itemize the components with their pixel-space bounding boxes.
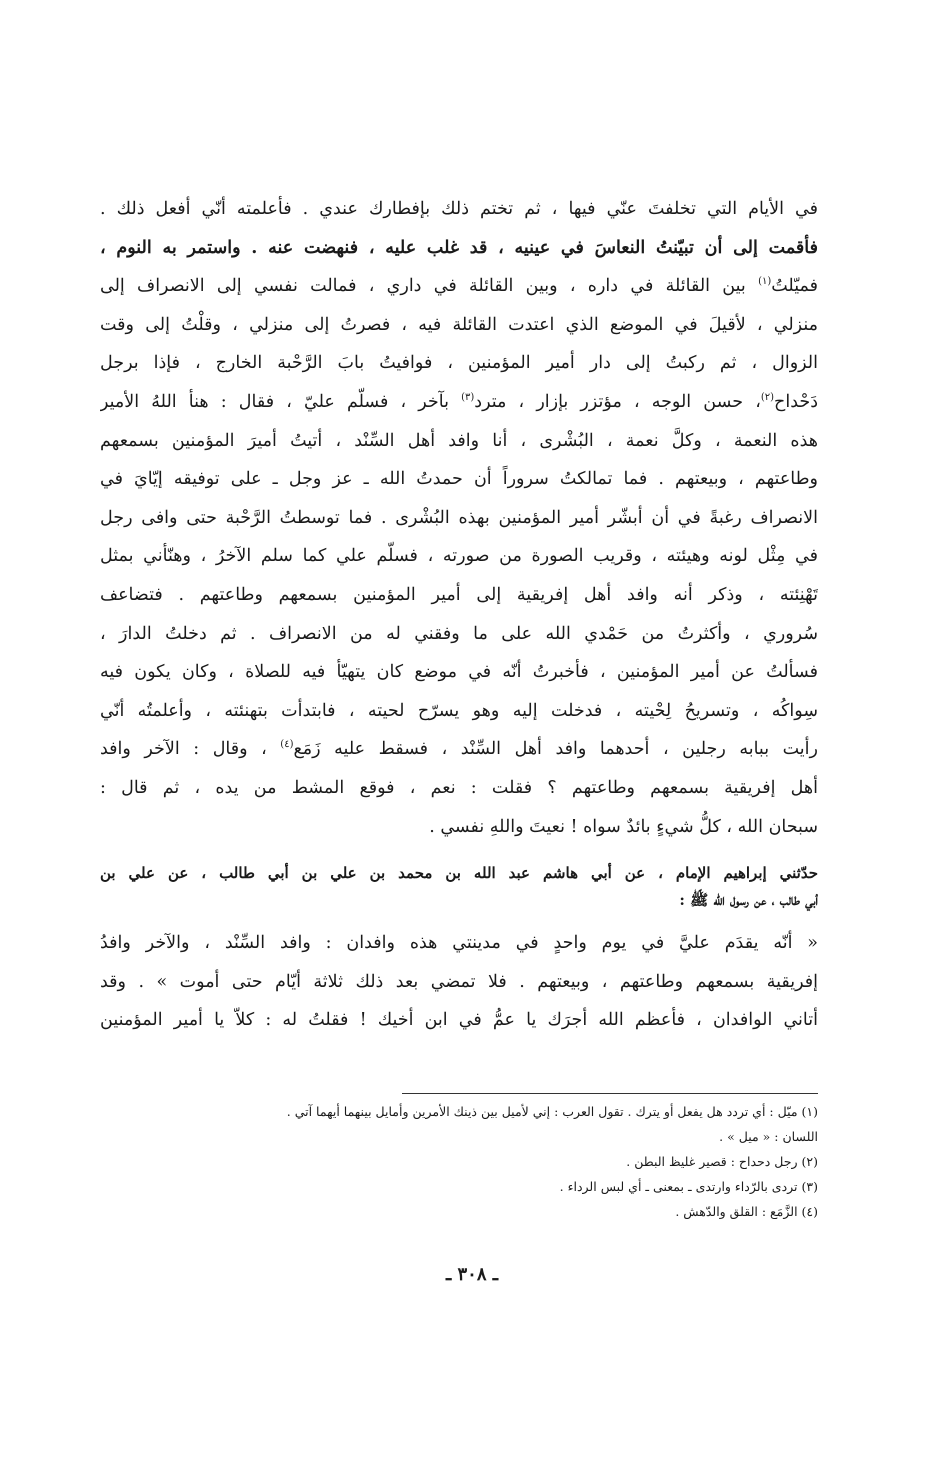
footnote-divider <box>402 1093 818 1094</box>
text-line: أهل إفريقية بسمعهم وطاعتهم ؟ فقلت : نعم ، فوقع المشط من يده ، ثم قال : <box>100 777 818 798</box>
footnote-3: (٣) تردى بالرّداء وارتدى ـ بمعنى ـ أي لبس الرداء . <box>559 1179 818 1194</box>
footnote-1: (١) ميّل : أي تردد هل يفعل أو يترك . تقول العرب : إني لأميل بين ذينك الأمرين وأمايل بينهما أيهما آتي . <box>286 1104 818 1119</box>
text-line: الزوال ، ثم ركبتُ إلى دار أمير المؤمنين ، فوافيتُ بابَ الرَّحْبة الخارج ، فإذا برجل <box>100 353 818 374</box>
text-line: فأقمت إلى أن تبيّنتُ النعاسَ في عينيه ، قد غلب عليه ، فنهضت عنه . واستمر به النوم ، <box>100 237 818 258</box>
text-fragment: فميّلتُ <box>771 276 818 297</box>
main-text <box>100 190 818 1040</box>
text-fragment: رأيت ببابه رجلين ، أحدهما وافد أهل السِّنْد ، فسقط عليه زَمَع <box>293 739 818 760</box>
hadith-text <box>100 924 818 1040</box>
text-line: أتاني الوافدان ، فأعظم الله أجرَك يا عمُّ في ابن أخيك ! فقلتُ له : كلاّ يا أمير المؤمنين <box>100 1010 818 1031</box>
text-line: إفريقية بسمعهم وطاعتهم ، وبيعتهم . فلا تمضي بعد ذلك ثلاثة أيّام حتى أموت » . وقد <box>100 971 818 992</box>
text-line: وطاعتهم ، وبيعتهم . فما تمالكتُ سروراً أن حمدتُ الله ـ عز وجل ـ على توفيقه إيّايَ في <box>100 469 818 490</box>
footnotes <box>100 1099 818 1224</box>
page-number: ـ ٣٠٨ ـ <box>445 1264 499 1285</box>
hadith-chain <box>100 860 818 914</box>
text-line <box>100 267 818 306</box>
text-fragment: بين القائلة في داره ، وبين القائلة في داري ، فمالت نفسي إلى الانصراف إلى <box>100 276 746 297</box>
text-line: سُروري ، وأكثرتُ من حَمْدي الله على ما وفقني له من الانصراف . ثم دخلتُ الدارَ ، <box>100 623 818 644</box>
text-line: سِواكُه ، وتسريحُ لِحْيته ، فدخلت إليه وهو يسرّح لحيته ، فابتدأت بتهنئته ، وأعلمتُه أنّي <box>100 700 818 721</box>
text-line: في مِثْل لونه وهيئته ، وقريب الصورة من صورته ، فسلّم علي كما سلم الآخرُ ، وهنّأني بمثل <box>100 546 818 567</box>
text-line: فسألتُ عن أمير المؤمنين ، فأخبرتُ أنّه في موضع كان يتهيّأ فيه للصلاة ، وكان يكون فيه <box>100 662 818 683</box>
footnote-ref-3: (٣) <box>461 392 475 404</box>
text-line: الانصراف رغبةً في أن أبشّر أمير المؤمنين بهذه البُشْرى . فما توسطتُ الرَّحْبة حتى وافى رجل <box>100 507 818 528</box>
footnote-4: (٤) الزَّمَع : القلق والدّهش . <box>675 1204 818 1219</box>
text-line <box>100 730 818 769</box>
text-line: سبحان الله ، كلُّ شيءٍ بائدٌ سواه ! نعيتَ واللهِ نفسي . <box>429 816 818 837</box>
text-line: تَهْنِئته ، وذكر أنه وافد أهل إفريقية إلى أمير المؤمنين بسمعهم وطاعتهم . فتضاعف <box>100 584 818 605</box>
text-fragment: دَحْداح <box>774 391 818 412</box>
text-fragment: ، وقال : الآخر وافد <box>100 739 267 760</box>
footnote-ref-2: (٢) <box>760 392 775 404</box>
text-line: منزلي ، لأقيلَ في الموضع الذي اعتدت القائلة فيه ، فصرتُ إلى منزلي ، وقلْتُ إلى وقت <box>100 314 818 335</box>
text-line: « أنّه يقدَم عليَّ في يوم واحدٍ في مدينتي هذه وافدان : وافد السِّنْد ، والآخر وافدُ <box>100 933 818 954</box>
text-fragment: ، حسن الوجه ، مؤتزر بإزار ، مترد <box>474 391 761 412</box>
narrative-paragraph <box>100 190 818 846</box>
footnote-ref-1: (١) <box>758 276 772 288</box>
footnote-2: (٢) رجل دحداح : قصير غليظ البطن . <box>626 1154 818 1169</box>
text-line: حدّثني إبراهيم الإمام ، عن أبي هاشم عبد الله بن محمد بن علي بن أبي طالب ، عن علي بن <box>100 864 818 883</box>
text-line: في الأيام التي تخلفتَ عنّي فيها ، ثم تختم ذلك بإفطارك عندي . فأعلمته أنّي أفعل ذلك . <box>100 199 818 219</box>
footnote-ref-4: (٤) <box>280 739 294 751</box>
text-line: هذه النعمة ، وكلَّ نعمة ، البُشْرى ، أنا وافد أهل السِّنْد ، أتيتُ أميرَ المؤمنين بسمعهم <box>100 430 818 451</box>
footnote-1-continuation: اللسان : « ميل » . <box>719 1129 818 1144</box>
text-line <box>100 383 818 422</box>
text-line: أبي طالب ، عن رسول الله ﷺ : <box>679 891 818 910</box>
text-fragment: بآخر ، فسلّم عليّ ، فقال : هنأ اللهُ الأمير <box>100 391 449 412</box>
